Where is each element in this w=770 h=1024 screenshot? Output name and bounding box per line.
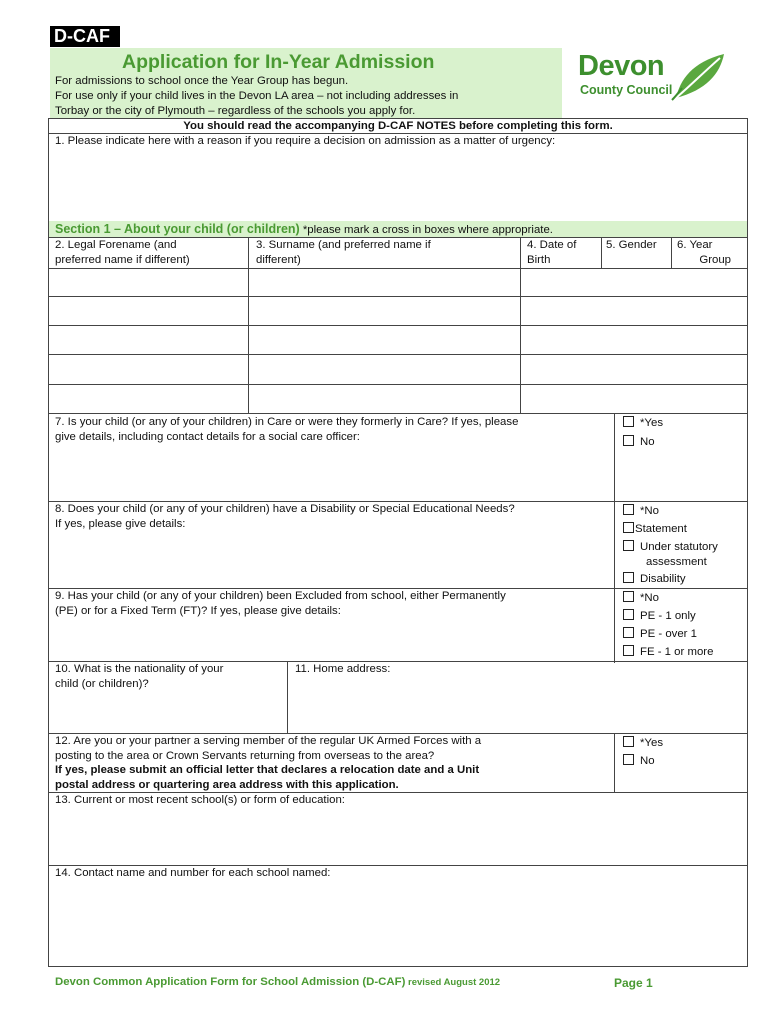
col-dob-header (527, 238, 576, 267)
intro-line-2: For use only if your child lives in the Devon LA area – not including addresses in (55, 90, 459, 102)
checkbox-icon[interactable] (623, 645, 634, 656)
q13-answer-area[interactable] (50, 809, 746, 864)
q12-option-yes-label: *Yes (640, 737, 664, 749)
child-1-details-field[interactable] (522, 270, 746, 295)
intro-text (55, 74, 555, 119)
q8-line-2: If yes, please give details: (55, 517, 186, 530)
col-surname-line-1: 3. Surname (and preferred name if (256, 239, 431, 251)
child-1-forename-field[interactable] (50, 270, 246, 295)
col-dob-line-2: Birth (527, 253, 551, 266)
checkbox-icon[interactable] (623, 754, 634, 765)
q12-line-1: 12. Are you or your partner a serving member of the regular UK Armed Forces with a (55, 735, 482, 747)
read-notes-instruction: You should read the accompanying D-CAF NOTES before completing this form. (183, 120, 613, 132)
checkbox-icon[interactable] (623, 572, 634, 583)
devon-logo (578, 50, 728, 104)
col-year-line-2: Group (699, 253, 731, 266)
section1-heading: Section 1 – About your child (or children) (55, 222, 300, 236)
q8-line-1: 8. Does your child (or any of your children) have a Disability or Special Educational Needs? (55, 503, 515, 515)
divider (48, 268, 748, 269)
q9-option-no[interactable] (623, 591, 659, 606)
col-divider (248, 237, 249, 413)
q1-answer-area[interactable] (50, 150, 746, 220)
q8-option-statement[interactable] (623, 522, 687, 537)
q7-option-no-label: No (640, 436, 655, 448)
q11-label: 11. Home address: (295, 663, 391, 675)
intro-line-3: Torbay or the city of Plymouth – regardless of the schools you apply for. (55, 105, 416, 117)
col-forename-line-1: 2. Legal Forename (and (55, 239, 177, 251)
q8-option-disability-label: Disability (640, 573, 686, 585)
q8-option-assessment-label: Under statutory (640, 541, 718, 553)
divider (48, 296, 748, 297)
col-divider (671, 237, 672, 268)
child-4-surname-field[interactable] (250, 356, 518, 383)
q9-option-fe-label: FE - 1 or more (640, 646, 714, 658)
divider (48, 354, 748, 355)
q8-option-no[interactable] (623, 504, 659, 519)
q7-line-1: 7. Is your child (or any of your children) in Care or were they formerly in Care? If yes, please (55, 416, 519, 428)
col-surname-header (256, 238, 431, 267)
child-5-details-field[interactable] (522, 386, 746, 412)
divider (48, 384, 748, 385)
q8-option-assessment[interactable] (623, 540, 718, 555)
leaf-icon (670, 50, 728, 102)
footer-revised: revised August 2012 (405, 977, 501, 988)
divider (48, 413, 748, 414)
section1-note: *please mark a cross in boxes where appropriate. (299, 224, 553, 236)
q12-option-no-label: No (640, 755, 655, 767)
child-3-details-field[interactable] (522, 327, 746, 353)
q13-label: 13. Current or most recent school(s) or form of education: (55, 794, 345, 806)
q9-option-pe-1[interactable] (623, 609, 696, 624)
q8-option-disability[interactable] (623, 572, 686, 587)
q10-line-2: child (or children)? (55, 677, 149, 690)
col-forename-header (55, 238, 190, 267)
page-title: Application for In-Year Admission (122, 51, 435, 73)
section1-title (55, 221, 553, 238)
q12-line-2: posting to the area or Crown Servants returning from overseas to the area? (55, 749, 435, 762)
col-divider (520, 237, 521, 413)
page-number: Page 1 (614, 976, 653, 990)
q7-option-yes[interactable] (623, 416, 663, 431)
col-year-line-1: 6. Year (677, 239, 713, 251)
child-3-surname-field[interactable] (250, 327, 518, 353)
checkbox-icon[interactable] (623, 591, 634, 602)
q9-option-no-label: *No (640, 592, 659, 604)
checkbox-icon[interactable] (623, 522, 634, 533)
checkbox-icon[interactable] (623, 609, 634, 620)
col-year-header (677, 238, 731, 267)
home-address-field[interactable] (290, 678, 746, 732)
q9-label (55, 589, 506, 618)
footer-form-name (55, 976, 500, 988)
child-1-surname-field[interactable] (250, 270, 518, 295)
q8-option-statement-label: Statement (635, 523, 687, 535)
checkbox-icon[interactable] (623, 504, 634, 515)
col-divider (601, 237, 602, 268)
q10-line-1: 10. What is the nationality of your (55, 663, 224, 675)
child-2-details-field[interactable] (522, 298, 746, 324)
form-badge: D-CAF (50, 26, 120, 47)
q14-label: 14. Contact name and number for each school named: (55, 867, 331, 879)
child-4-details-field[interactable] (522, 356, 746, 383)
footer-form-title: Devon Common Application Form for School Admission (D-CAF) (55, 976, 406, 988)
q10-label (55, 662, 223, 691)
child-2-forename-field[interactable] (50, 298, 246, 324)
q7-label (55, 415, 518, 444)
divider (48, 325, 748, 326)
col-forename-line-2: preferred name if different) (55, 253, 190, 266)
q9-option-pe-1-label: PE - 1 only (640, 610, 696, 622)
checkbox-icon[interactable] (623, 627, 634, 638)
q12-option-no[interactable] (623, 754, 655, 769)
q7-option-yes-label: *Yes (640, 417, 664, 429)
nationality-field[interactable] (50, 692, 285, 732)
logo-word: Devon (578, 50, 665, 82)
q14-answer-area[interactable] (50, 882, 746, 966)
q9-option-fe[interactable] (623, 645, 713, 660)
child-3-forename-field[interactable] (50, 327, 246, 353)
child-5-surname-field[interactable] (250, 386, 518, 412)
intro-line-1: For admissions to school once the Year Group has begun. (55, 75, 349, 87)
col-surname-line-2: different) (256, 253, 301, 266)
q7-option-no[interactable] (623, 435, 655, 450)
q9-option-pe-over-1-label: PE - over 1 (640, 628, 697, 640)
checkbox-icon[interactable] (623, 540, 634, 551)
q9-option-pe-over-1[interactable] (623, 627, 697, 642)
child-4-forename-field[interactable] (50, 356, 246, 383)
q1-label: 1. Please indicate here with a reason if you require a decision on admission as a matter of urgency: (55, 135, 556, 147)
q8-option-assessment-line-2: assessment (646, 556, 707, 568)
child-2-surname-field[interactable] (250, 298, 518, 324)
child-5-forename-field[interactable] (50, 386, 246, 412)
options-divider (614, 733, 615, 792)
q12-bold-line-1: If yes, please submit an official letter that declares a relocation date and a Unit (55, 764, 480, 776)
q12-bold-line-2: postal address or quartering area address with this application. (55, 778, 399, 791)
q12-label (55, 734, 481, 792)
options-divider (614, 413, 615, 663)
checkbox-icon[interactable] (623, 435, 634, 446)
q8-label (55, 502, 515, 531)
q9-line-1: 9. Has your child (or any of your children) been Excluded from school, either Permanently (55, 590, 506, 602)
q12-option-yes[interactable] (623, 736, 663, 751)
col-gender-header: 5. Gender (606, 239, 657, 251)
col-dob-line-1: 4. Date of (527, 239, 577, 251)
logo-subtitle: County Council (580, 83, 673, 97)
q7-line-2: give details, including contact details for a social care officer: (55, 430, 360, 443)
q8-option-no-label: *No (640, 505, 659, 517)
q9-line-2: (PE) or for a Fixed Term (FT)? If yes, please give details: (55, 604, 341, 617)
checkbox-icon[interactable] (623, 416, 634, 427)
checkbox-icon[interactable] (623, 736, 634, 747)
col-divider (287, 661, 288, 733)
